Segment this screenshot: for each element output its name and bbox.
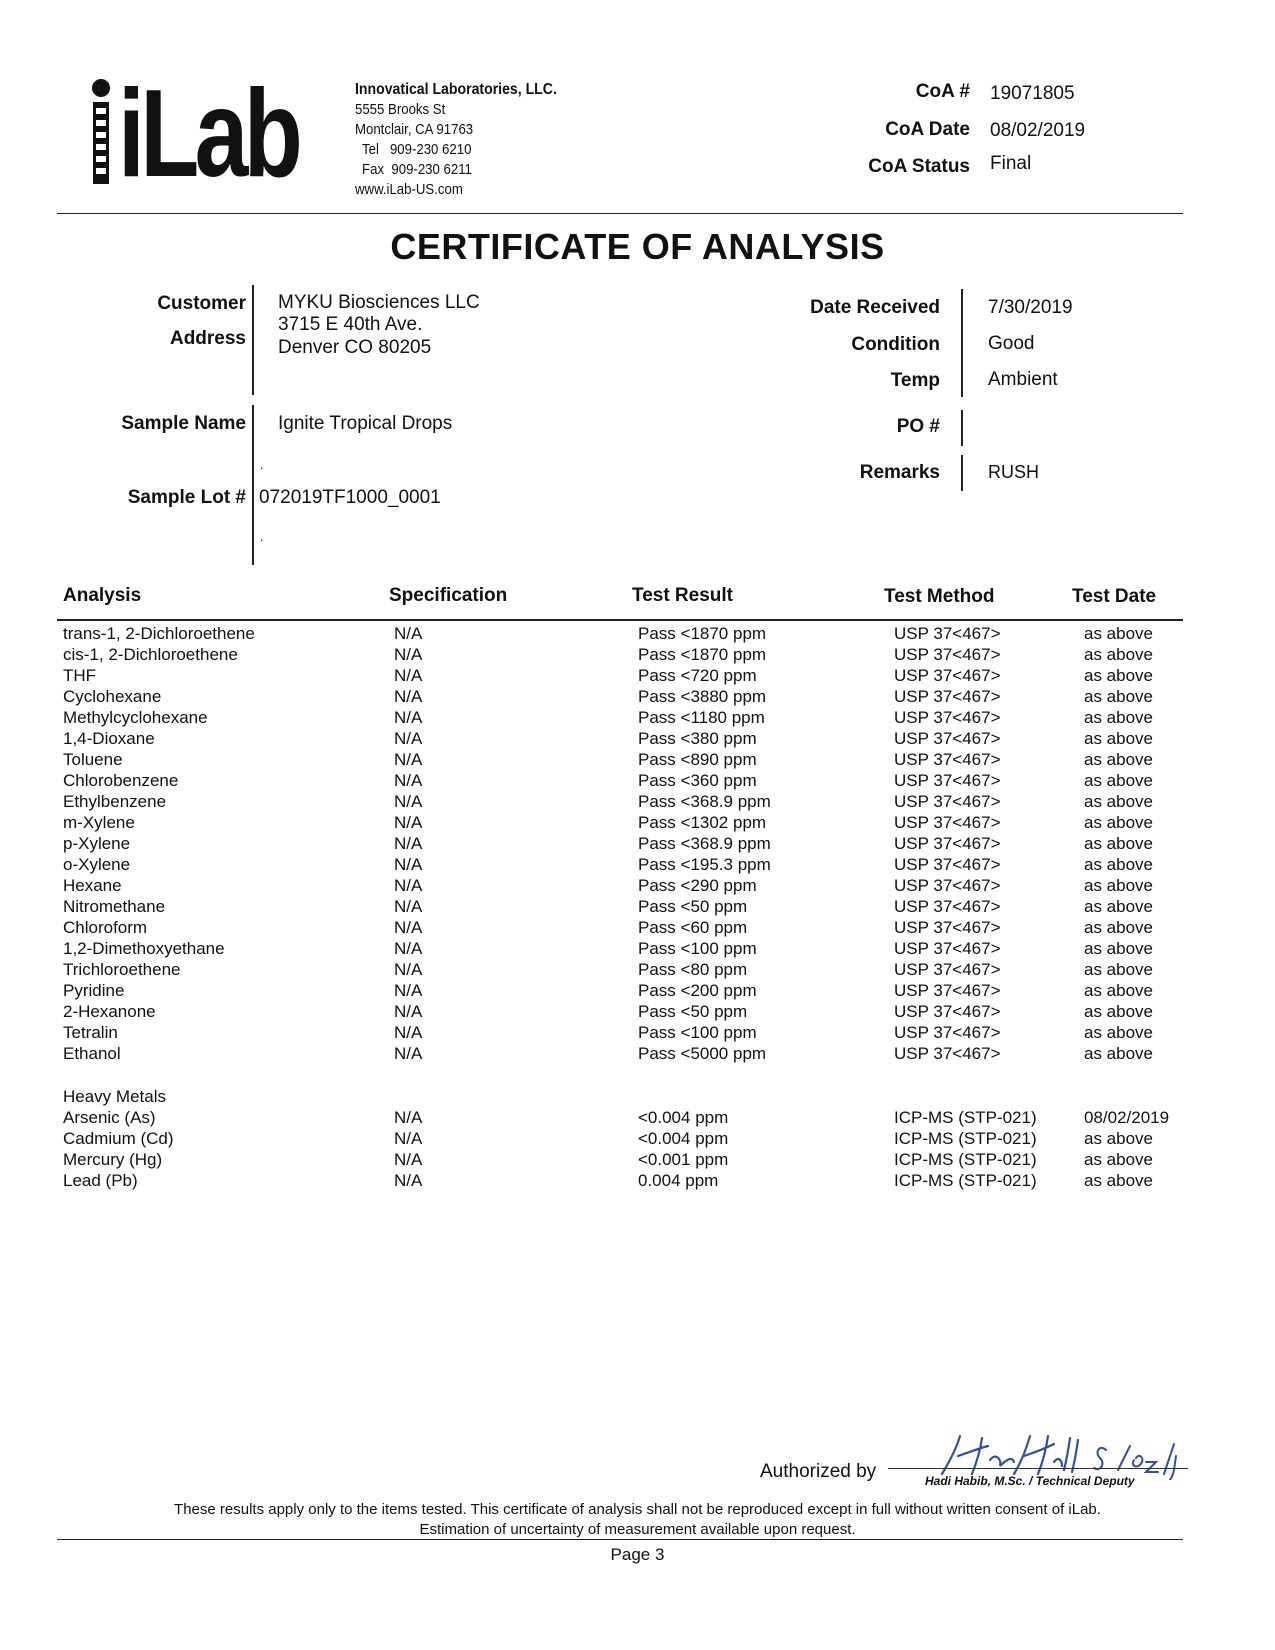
cell-analysis: Chlorobenzene: [63, 771, 179, 790]
remarks-label: Remarks: [859, 462, 940, 483]
lab-name: Innovatical Laboratories, LLC.: [355, 81, 557, 98]
cell-spec: N/A: [394, 876, 423, 895]
date-received: 7/30/2019: [988, 297, 1073, 318]
table-row: [0, 707, 1275, 728]
cell-method: USP 37<467>: [894, 1023, 1001, 1042]
cell-spec: N/A: [394, 792, 423, 811]
header-divider: [57, 213, 1183, 214]
cell-method: ICP-MS (STP-021): [894, 1108, 1037, 1127]
table-row: [0, 875, 1275, 896]
customer-name: MYKU Biosciences LLC: [278, 292, 480, 313]
cell-date: as above: [1084, 1044, 1153, 1063]
cell-analysis: 1,4-Dioxane: [63, 729, 155, 748]
cell-analysis: Toluene: [63, 750, 123, 769]
cell-method: USP 37<467>: [894, 981, 1001, 1000]
heavy-metals-heading: Heavy Metals: [63, 1087, 166, 1106]
cell-date: as above: [1084, 750, 1153, 769]
cell-date: as above: [1084, 1023, 1153, 1042]
cell-spec: N/A: [394, 666, 423, 685]
cell-result: Pass <5000 ppm: [638, 1044, 767, 1063]
cell-date: as above: [1084, 855, 1153, 874]
cell-spec: N/A: [394, 834, 423, 853]
table-row: [0, 959, 1275, 980]
header-specification: Specification: [389, 585, 508, 606]
condition-label: Condition: [851, 334, 940, 355]
table-row: [0, 791, 1275, 812]
cell-result: Pass <195.3 ppm: [638, 855, 771, 874]
cell-date: as above: [1084, 939, 1153, 958]
cell-result: <0.004 ppm: [638, 1129, 729, 1148]
coa-number-label: CoA #: [915, 81, 970, 102]
cell-method: USP 37<467>: [894, 918, 1001, 937]
cell-method: USP 37<467>: [894, 1044, 1001, 1063]
cell-analysis: Hexane: [63, 876, 122, 895]
cell-analysis: THF: [63, 666, 97, 685]
page-number: Page 3: [610, 1545, 665, 1564]
cell-result: Pass <3880 ppm: [638, 687, 767, 706]
cell-method: USP 37<467>: [894, 897, 1001, 916]
cell-analysis: Nitromethane: [63, 897, 166, 916]
cell-date: as above: [1084, 792, 1153, 811]
cell-result: Pass <1302 ppm: [638, 813, 767, 832]
cell-method: USP 37<467>: [894, 708, 1001, 727]
customer-label: Customer: [157, 293, 246, 314]
cell-date: as above: [1084, 624, 1153, 643]
cell-result: Pass <200 ppm: [638, 981, 757, 1000]
cell-result: Pass <720 ppm: [638, 666, 757, 685]
temp-label: Temp: [890, 370, 940, 391]
authorized-by-label: Authorized by: [760, 1461, 877, 1482]
cell-spec: N/A: [394, 918, 423, 937]
lab-street: 5555 Brooks St: [355, 101, 446, 118]
document-title: CERTIFICATE OF ANALYSIS: [390, 226, 885, 267]
cell-method: USP 37<467>: [894, 876, 1001, 895]
cell-analysis: Chloroform: [63, 918, 148, 937]
tel-label: Tel: [362, 141, 379, 158]
cell-spec: N/A: [394, 729, 423, 748]
cell-result: Pass <60 ppm: [638, 918, 748, 937]
cell-result: Pass <80 ppm: [638, 960, 748, 979]
cell-analysis: Ethylbenzene: [63, 792, 167, 811]
cell-date: as above: [1084, 645, 1153, 664]
customer-divider: [252, 285, 254, 395]
coa-number: 19071805: [990, 83, 1075, 104]
logo-wordmark: iLab: [118, 65, 299, 203]
cell-spec: N/A: [394, 624, 423, 643]
header-test-method: Test Method: [884, 586, 995, 607]
tel-value: 909-230 6210: [389, 141, 472, 158]
cell-date: as above: [1084, 918, 1153, 937]
cell-method: USP 37<467>: [894, 855, 1001, 874]
sample-divider: [252, 405, 254, 565]
table-row: [0, 1001, 1275, 1022]
cell-analysis: Mercury (Hg): [63, 1150, 163, 1169]
table-row: [0, 896, 1275, 917]
table-row: [0, 812, 1275, 833]
cell-method: USP 37<467>: [894, 666, 1001, 685]
cell-analysis: Tetralin: [63, 1023, 118, 1042]
cell-result: 0.004 ppm: [638, 1171, 719, 1190]
cell-result: Pass <50 ppm: [638, 897, 748, 916]
po-divider: [961, 410, 963, 446]
cell-date: as above: [1084, 771, 1153, 790]
cell-date: 08/02/2019: [1084, 1108, 1170, 1127]
cell-analysis: 2-Hexanone: [63, 1002, 156, 1021]
cell-analysis: 1,2-Dimethoxyethane: [63, 939, 225, 958]
table-row: [0, 644, 1275, 665]
logo-dot-column: [88, 78, 118, 190]
cell-analysis: Arsenic (As): [63, 1108, 156, 1127]
cell-date: as above: [1084, 897, 1153, 916]
cell-spec: N/A: [394, 1023, 423, 1042]
cell-spec: N/A: [394, 1171, 423, 1190]
lab-website: www.iLab-US.com: [355, 181, 463, 198]
table-row: [0, 1149, 1275, 1170]
cell-spec: N/A: [394, 750, 423, 769]
coa-date: 08/02/2019: [990, 120, 1086, 141]
cell-analysis: Cyclohexane: [63, 687, 162, 706]
cell-spec: N/A: [394, 771, 423, 790]
cell-spec: N/A: [394, 813, 423, 832]
cell-result: Pass <1180 ppm: [638, 708, 765, 727]
cell-date: as above: [1084, 960, 1153, 979]
cell-date: as above: [1084, 687, 1153, 706]
cell-date: as above: [1084, 1171, 1153, 1190]
cell-result: Pass <290 ppm: [638, 876, 757, 895]
signature-line: [888, 1468, 1188, 1469]
cell-analysis: Lead (Pb): [63, 1171, 138, 1190]
po-label: PO #: [896, 416, 940, 437]
cell-analysis: trans-1, 2-Dichloroethene: [63, 624, 255, 643]
cell-method: USP 37<467>: [894, 960, 1001, 979]
cell-spec: N/A: [394, 1129, 423, 1148]
disclaimer-line-2: Estimation of uncertainty of measurement available upon request.: [419, 1521, 856, 1538]
disclaimer-line-1: These results apply only to the items tested. This certificate of analysis shall not be reproduced except in full without written consent of iLab.: [174, 1501, 1101, 1518]
cell-result: Pass <100 ppm: [638, 1023, 757, 1042]
cell-method: USP 37<467>: [894, 645, 1001, 664]
cell-spec: N/A: [394, 960, 423, 979]
cell-spec: N/A: [394, 939, 423, 958]
cell-result: Pass <50 ppm: [638, 1002, 748, 1021]
cell-result: Pass <1870 ppm: [638, 624, 767, 643]
cell-method: USP 37<467>: [894, 939, 1001, 958]
cell-method: USP 37<467>: [894, 771, 1001, 790]
header-analysis: Analysis: [63, 585, 142, 606]
cell-spec: N/A: [394, 1002, 423, 1021]
cell-analysis: Pyridine: [63, 981, 125, 1000]
table-row: [0, 749, 1275, 770]
section-heading-row: [0, 1086, 1275, 1107]
handwritten-signature: [930, 1430, 1190, 1480]
cell-method: USP 37<467>: [894, 624, 1001, 643]
cell-spec: N/A: [394, 897, 423, 916]
condition: Good: [988, 333, 1035, 354]
cell-spec: N/A: [394, 708, 423, 727]
table-row: [0, 1128, 1275, 1149]
table-row: [0, 938, 1275, 959]
cell-analysis: m-Xylene: [63, 813, 135, 832]
fax-value: 909-230 6211: [391, 161, 472, 178]
cell-date: as above: [1084, 1150, 1153, 1169]
cell-result: Pass <368.9 ppm: [638, 834, 771, 853]
table-row: [0, 980, 1275, 1001]
header-test-result: Test Result: [632, 585, 734, 606]
cell-spec: N/A: [394, 687, 423, 706]
cell-analysis: Methylcyclohexane: [63, 708, 208, 727]
cell-spec: N/A: [394, 1044, 423, 1063]
cell-method: USP 37<467>: [894, 813, 1001, 832]
temp: Ambient: [988, 369, 1058, 390]
cell-date: as above: [1084, 1002, 1153, 1021]
cell-method: USP 37<467>: [894, 1002, 1001, 1021]
cell-date: as above: [1084, 834, 1153, 853]
cell-result: Pass <368.9 ppm: [638, 792, 771, 811]
footer-rule: [57, 1539, 1183, 1540]
remarks-divider: [961, 455, 963, 491]
customer-address-line2: Denver CO 80205: [278, 337, 432, 358]
table-row: [0, 665, 1275, 686]
cell-method: USP 37<467>: [894, 687, 1001, 706]
cell-method: USP 37<467>: [894, 729, 1001, 748]
table-row: [0, 1170, 1275, 1191]
cell-date: as above: [1084, 1129, 1153, 1148]
lab-contact-block: [355, 80, 557, 200]
table-row: [0, 833, 1275, 854]
cell-method: ICP-MS (STP-021): [894, 1171, 1037, 1190]
cell-spec: N/A: [394, 1108, 423, 1127]
table-row: [0, 770, 1275, 791]
lab-city: Montclair, CA 91763: [355, 121, 474, 138]
cell-method: ICP-MS (STP-021): [894, 1129, 1037, 1148]
sample-lot-label: Sample Lot #: [127, 487, 246, 508]
table-row: [0, 728, 1275, 749]
cell-result: Pass <360 ppm: [638, 771, 757, 790]
sample-name: Ignite Tropical Drops: [278, 413, 453, 434]
cell-date: as above: [1084, 666, 1153, 685]
signer-name: Hadi Habib, M.Sc. / Technical Deputy: [925, 1474, 1135, 1488]
cell-result: <0.004 ppm: [638, 1108, 729, 1127]
fax-label: Fax: [362, 161, 385, 178]
lab-fax: [355, 160, 557, 180]
date-received-label: Date Received: [810, 297, 940, 318]
cell-date: as above: [1084, 981, 1153, 1000]
cell-date: as above: [1084, 876, 1153, 895]
signature-graphic: [930, 1430, 1190, 1480]
table-row: [0, 1022, 1275, 1043]
cell-spec: N/A: [394, 855, 423, 874]
cell-spec: N/A: [394, 981, 423, 1000]
cell-method: USP 37<467>: [894, 834, 1001, 853]
table-header-rule: [57, 619, 1183, 621]
cell-method: USP 37<467>: [894, 750, 1001, 769]
cell-analysis: p-Xylene: [63, 834, 131, 853]
cell-method: USP 37<467>: [894, 792, 1001, 811]
cell-result: Pass <100 ppm: [638, 939, 757, 958]
sample-name-label: Sample Name: [121, 413, 246, 434]
table-row: [0, 623, 1275, 644]
lab-tel: [355, 140, 557, 160]
cell-result: <0.001 ppm: [638, 1150, 729, 1169]
cell-spec: N/A: [394, 1150, 423, 1169]
address-label: Address: [169, 328, 246, 349]
cell-analysis: o-Xylene: [63, 855, 131, 874]
cell-date: as above: [1084, 729, 1153, 748]
cell-date: as above: [1084, 813, 1153, 832]
cell-analysis: cis-1, 2-Dichloroethene: [63, 645, 238, 664]
remarks: RUSH: [988, 462, 1040, 482]
ilab-logo: [88, 65, 304, 203]
receipt-divider: [961, 289, 963, 397]
cell-result: Pass <380 ppm: [638, 729, 757, 748]
cell-analysis: Trichloroethene: [63, 960, 181, 979]
cell-spec: N/A: [394, 645, 423, 664]
header-test-date: Test Date: [1072, 586, 1157, 607]
cell-analysis: Ethanol: [63, 1044, 121, 1063]
cell-method: ICP-MS (STP-021): [894, 1150, 1037, 1169]
table-row: [0, 686, 1275, 707]
table-row: [0, 1107, 1275, 1128]
table-row: [0, 917, 1275, 938]
cell-result: Pass <1870 ppm: [638, 645, 767, 664]
coa-date-label: CoA Date: [885, 119, 970, 140]
coa-status-label: CoA Status: [868, 156, 970, 177]
cell-date: as above: [1084, 708, 1153, 727]
cell-analysis: Cadmium (Cd): [63, 1129, 174, 1148]
table-row: [0, 854, 1275, 875]
customer-address-line1: 3715 E 40th Ave.: [278, 314, 423, 335]
table-row: [0, 1043, 1275, 1064]
dot-mark: .: [260, 458, 264, 472]
dot-mark: .: [260, 530, 264, 544]
sample-lot: 072019TF1000_0001: [259, 487, 441, 508]
cell-result: Pass <890 ppm: [638, 750, 757, 769]
coa-status: Final: [990, 153, 1032, 174]
